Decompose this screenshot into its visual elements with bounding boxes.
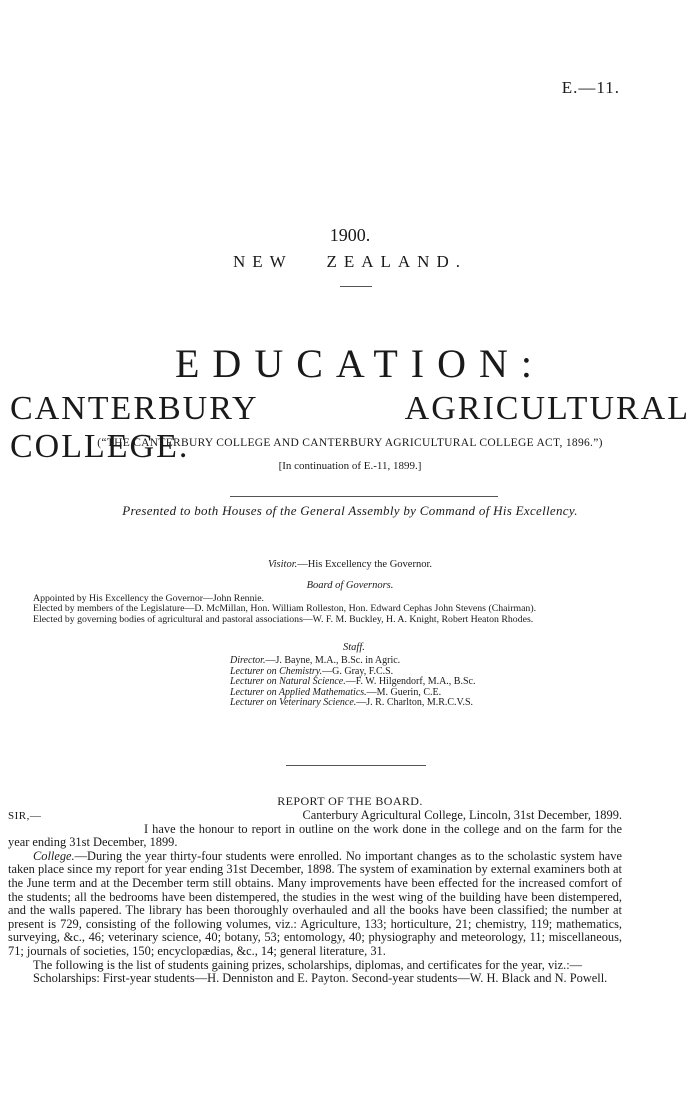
country-title [0, 252, 700, 272]
staff-item: Lecturer on Chemistry.—G. Gray, F.C.S. [230, 665, 394, 677]
place-date: Canterbury Agricultural College, Lincoln, 31st December, 1899. [302, 808, 622, 822]
college-paragraph: College.—During the year thirty-four students were enrolled. No important changes as to the scholastic system have taken place since my report for year ending 31st December, 1898. The system of examination by external examiners both at the June term and at the December term still obtains. Many improvements have been effected for the increased comfort of the students; all the bedrooms have been distempered, the studies in the west wing of the building have been distempered, and the walls papered. The library has been thoroughly overhauled and all the books have been classified; the number at present is 729, consisting of the following volumes, viz.: Agriculture, 133; horticulture, 21; chemistry, 119; mathematics, surveying, &c., 46; veterinary science, 40; botany, 53; entomology, 40; physiography and meteorology, 11; miscellaneous, 71; journals of societies, 150; encyclopædias, &c., 14; general literature, 31. [8, 848, 622, 958]
board-list [8, 594, 618, 625]
section-rule [286, 765, 426, 766]
main-title: EDUCATION: [175, 341, 545, 386]
staff-item: Lecturer on Veterinary Science.—J. R. Charlton, M.R.C.V.S. [230, 697, 474, 709]
continuation-note: [In continuation of E.-11, 1899.] [278, 460, 422, 472]
staff-item: Lecturer on Applied Mathematics.—M. Guerin, C.E. [230, 686, 442, 698]
prizes-paragraph: The following is the list of students gaining prizes, scholarships, diplomas, and certificates for the year, viz.:— [33, 957, 583, 972]
intro-paragraph: I have the honour to report in outline on the work done in the college and on the farm for the year ending 31st December, 1899. [8, 821, 622, 850]
staff-heading: Staff. [343, 642, 365, 653]
salutation: SIR,— [8, 810, 42, 822]
board-line: Appointed by His Excellency the Governor—John Rennie. [33, 593, 264, 604]
visitor-value: —His Excellency the Governor. [297, 559, 432, 570]
presented-rule [230, 496, 498, 497]
country-left: NEW [233, 252, 293, 271]
salutation-row [8, 809, 622, 823]
board-line: Elected by members of the Legislature—D. McMillan, Hon. William Rolleston, Hon. Edward Cephas John Stevens (Chairman). [33, 603, 537, 615]
report-heading: REPORT OF THE BOARD. [277, 794, 423, 808]
staff-item: Lecturer on Natural Science.—F. W. Hilgendorf, M.A., B.Sc. [230, 676, 476, 688]
scholarships-paragraph: Scholarships: First-year students—H. Denniston and E. Payton. Second-year students—W. H. Black and N. Powell. [33, 971, 608, 986]
presented-line: Presented to both Houses of the General Assembly by Command of His Excellency. [122, 503, 578, 518]
visitor-label: Visitor. [268, 559, 298, 570]
board-line: Elected by governing bodies of agricultural and pastoral associations—W. F. M. Buckley, H. A. Knight, Robert Heaton Rhodes. [33, 613, 534, 625]
board-heading: Board of Governors. [306, 580, 394, 591]
country-right: ZEALAND. [326, 252, 467, 271]
year: 1900. [329, 225, 371, 245]
report-body [8, 809, 622, 986]
subtitle: CANTERBURY AGRICULTURAL COLLEGE. [10, 390, 690, 465]
act-title: (“THE CANTERBURY COLLEGE AND CANTERBURY AGRICULTURAL COLLEGE ACT, 1896.”) [97, 437, 603, 449]
visitor-line [0, 559, 700, 570]
staff-list [230, 656, 475, 709]
short-rule [340, 286, 372, 287]
staff-item: Director.—J. Bayne, M.A., B.Sc. in Agric. [230, 655, 401, 666]
page-ref: E.—11. [561, 78, 620, 97]
